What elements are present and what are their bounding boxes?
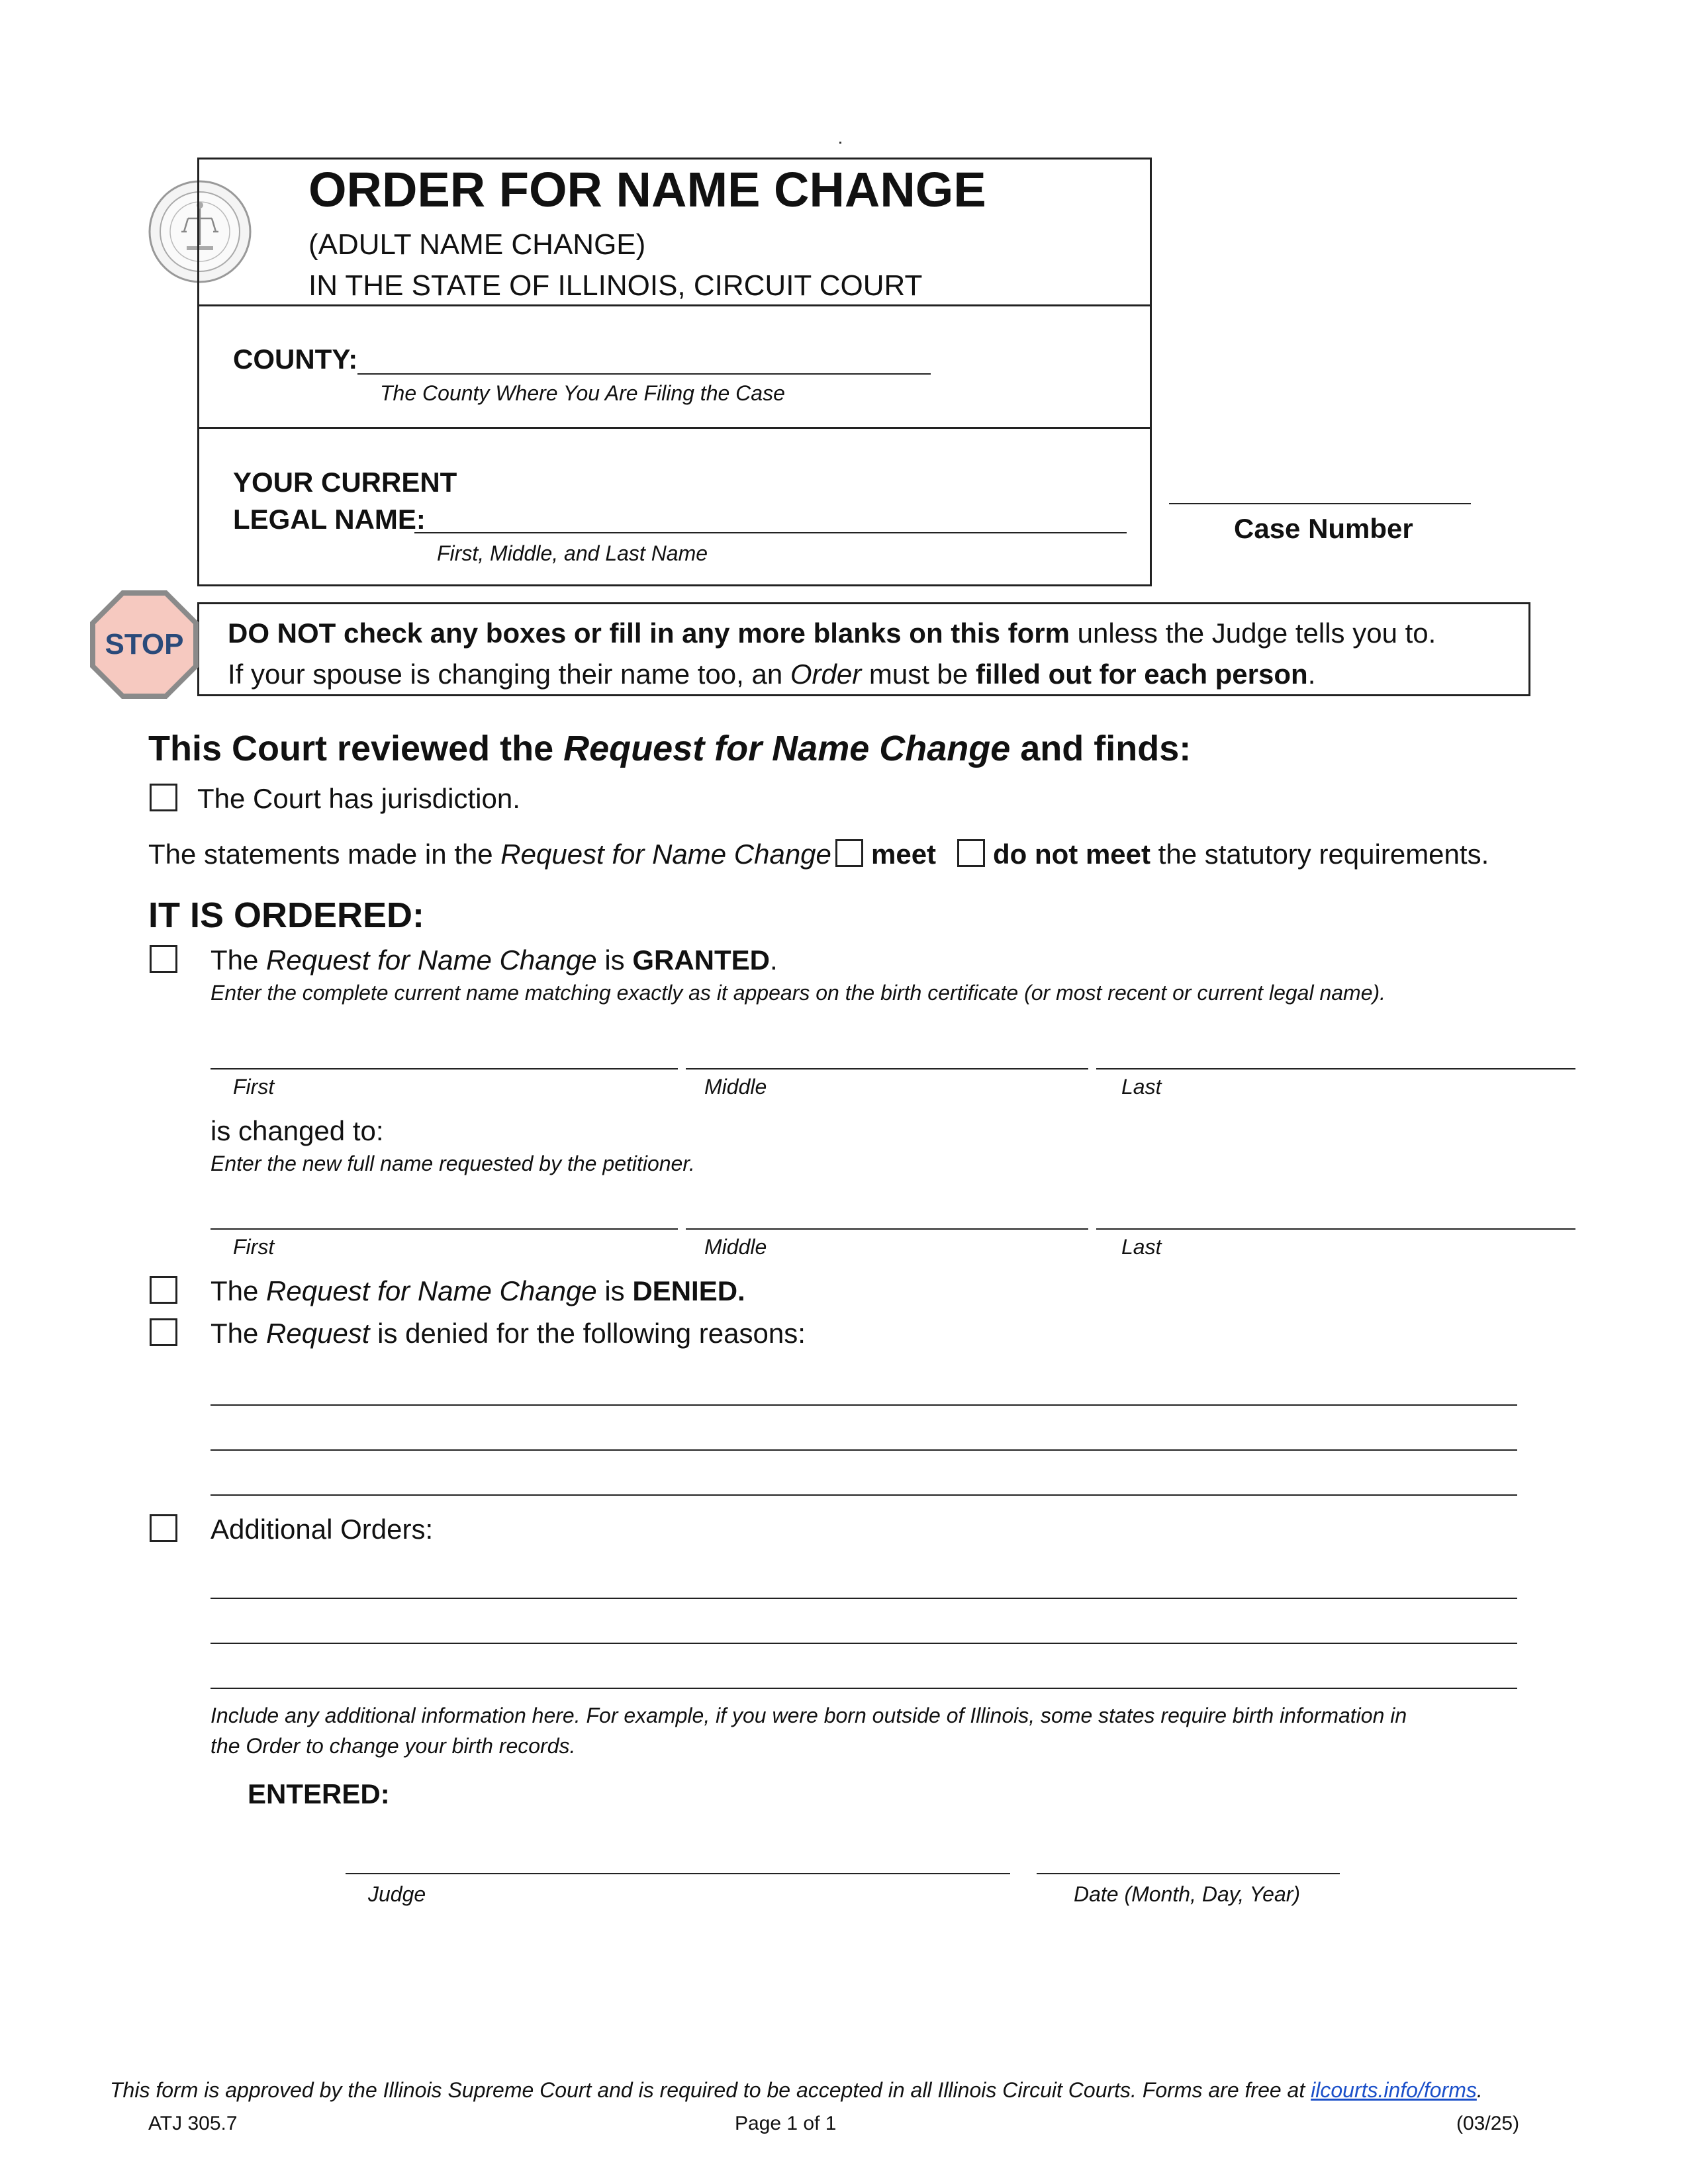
additional-line-2[interactable] <box>211 1643 1517 1644</box>
reasons-line-1[interactable] <box>211 1404 1517 1406</box>
county-hint: The County Where You Are Filing the Case <box>380 381 785 405</box>
legal-name-input[interactable] <box>414 532 1127 533</box>
new-name-hint: Enter the new full name requested by the petitioner. <box>211 1152 695 1175</box>
jurisdiction-checkbox[interactable] <box>150 784 177 811</box>
form-title: ORDER FOR NAME CHANGE <box>308 162 986 217</box>
changed-to-text: is changed to: <box>211 1115 384 1146</box>
current-last-input[interactable] <box>1096 1068 1575 1069</box>
date-input[interactable] <box>1037 1873 1340 1874</box>
new-middle-input[interactable] <box>686 1228 1088 1230</box>
findings-heading: This Court reviewed the Request for Name Change and finds: <box>148 729 1192 768</box>
reasons-line-3[interactable] <box>211 1494 1517 1496</box>
meet-checkbox[interactable] <box>835 839 863 867</box>
granted-text: The Request for Name Change is GRANTED. <box>211 944 778 976</box>
judge-signature-input[interactable] <box>346 1873 1010 1874</box>
footer-approval: This form is approved by the Illinois Supreme Court and is required to be accepted in all Illinois Circuit Courts. Forms are free at ilcourts.info/forms. <box>110 2078 1483 2102</box>
do-not-meet-checkbox[interactable] <box>957 839 985 867</box>
current-first-label: First <box>233 1075 275 1099</box>
legal-name-label-2: LEGAL NAME: <box>233 504 426 535</box>
new-first-label: First <box>233 1235 275 1259</box>
additional-hint-2: the Order to change your birth records. <box>211 1734 576 1758</box>
judge-label: Judge <box>368 1882 426 1906</box>
current-first-input[interactable] <box>211 1068 678 1069</box>
top-dot <box>839 142 841 144</box>
denied-checkbox[interactable] <box>150 1276 177 1304</box>
meet-label: meet <box>871 839 937 870</box>
additional-orders-checkbox[interactable] <box>150 1514 177 1542</box>
statements-text: The statements made in the Request for Name Change <box>148 839 831 870</box>
entered-label: ENTERED: <box>248 1778 390 1809</box>
legal-name-hint: First, Middle, and Last Name <box>437 541 708 565</box>
new-last-label: Last <box>1121 1235 1162 1259</box>
new-last-input[interactable] <box>1096 1228 1575 1230</box>
case-number-input[interactable] <box>1169 503 1471 504</box>
do-not-meet-text: do not meet the statutory requirements. <box>993 839 1489 870</box>
current-middle-label: Middle <box>704 1075 767 1099</box>
current-name-hint: Enter the complete current name matching exactly as it appears on the birth certificate (or most recent or current legal name). <box>211 981 1386 1005</box>
form-id: ATJ 305.7 <box>148 2113 238 2134</box>
stop-line-1: DO NOT check any boxes or fill in any more blanks on this form unless the Judge tells you to. <box>228 617 1436 649</box>
granted-checkbox[interactable] <box>150 945 177 973</box>
new-middle-label: Middle <box>704 1235 767 1259</box>
page-number: Page 1 of 1 <box>735 2113 837 2134</box>
reasons-line-2[interactable] <box>211 1449 1517 1451</box>
reasons-checkbox[interactable] <box>150 1318 177 1346</box>
current-middle-input[interactable] <box>686 1068 1088 1069</box>
county-label: COUNTY: <box>233 343 358 375</box>
current-last-label: Last <box>1121 1075 1162 1099</box>
additional-orders-text: Additional Orders: <box>211 1514 434 1545</box>
additional-hint-1: Include any additional information here. For example, if you were born outside of Illinois, some states require birth information in <box>211 1704 1407 1727</box>
county-input[interactable] <box>357 373 931 375</box>
additional-line-1[interactable] <box>211 1598 1517 1599</box>
form-subtitle: (ADULT NAME CHANGE) <box>308 228 646 261</box>
jurisdiction-text: The Court has jurisdiction. <box>197 783 520 814</box>
case-number-label: Case Number <box>1234 513 1413 544</box>
form-version: (03/25) <box>1456 2113 1520 2134</box>
stop-badge-text: STOP <box>105 628 184 660</box>
reasons-text: The Request is denied for the following reasons: <box>211 1318 806 1349</box>
court-name: IN THE STATE OF ILLINOIS, CIRCUIT COURT <box>308 269 923 302</box>
stop-line-2: If your spouse is changing their name too, an Order must be filled out for each person. <box>228 659 1316 690</box>
caption-divider-2 <box>197 427 1152 429</box>
forms-link[interactable]: ilcourts.info/forms <box>1311 2078 1477 2102</box>
legal-name-label-1: YOUR CURRENT <box>233 467 457 498</box>
additional-line-3[interactable] <box>211 1688 1517 1689</box>
ordered-heading: IT IS ORDERED: <box>148 895 425 935</box>
denied-text: The Request for Name Change is DENIED. <box>211 1275 745 1306</box>
caption-divider-1 <box>197 304 1152 306</box>
new-first-input[interactable] <box>211 1228 678 1230</box>
date-label: Date (Month, Day, Year) <box>1074 1882 1301 1906</box>
